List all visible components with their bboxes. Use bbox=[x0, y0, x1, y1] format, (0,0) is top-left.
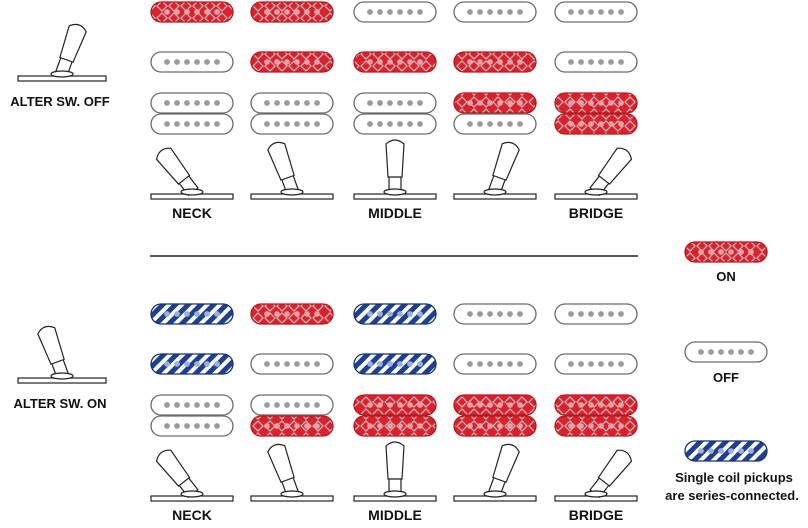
alter-on-col2-middle-pickup bbox=[251, 354, 333, 374]
alter-off-col3-bridge-coil-b bbox=[354, 114, 436, 134]
alter-on-col5-bridge-coil-a bbox=[555, 395, 637, 415]
legend-series-label-2: are series-connected. bbox=[665, 488, 799, 503]
alter-off-col1-neck-pickup bbox=[151, 2, 233, 22]
alter-off-col2-middle-pickup bbox=[251, 52, 333, 72]
alter-on-position-label: BRIDGE bbox=[568, 507, 624, 523]
alter-off-col1-bridge-coil-a bbox=[151, 93, 233, 113]
alter-on-col3-neck-pickup bbox=[354, 304, 436, 324]
alter-on-col1-neck-pickup bbox=[151, 304, 233, 324]
alter-on-col2-selector-icon bbox=[251, 442, 333, 501]
alter-off-col4-bridge-coil-b bbox=[454, 114, 536, 134]
alter-on-section bbox=[151, 304, 637, 523]
alter-off-col2-bridge-coil-b bbox=[251, 114, 333, 134]
alter-on-col5-neck-pickup bbox=[555, 304, 637, 324]
alter-off-col5-middle-pickup bbox=[555, 52, 637, 72]
alter-on-col4-bridge-coil-b bbox=[454, 416, 536, 436]
alter-on-col4-neck-pickup bbox=[454, 304, 536, 324]
alter-off-col2-selector-icon bbox=[251, 140, 333, 199]
alter-on-position-label: NECK bbox=[172, 507, 212, 523]
alter-off-section bbox=[151, 2, 637, 221]
alter-off-position-label: NECK bbox=[172, 205, 212, 221]
alter-off-position-label: MIDDLE bbox=[368, 205, 422, 221]
alter-on-label: ALTER SW. ON bbox=[13, 396, 107, 411]
alter-on-col3-middle-pickup bbox=[354, 354, 436, 374]
alter-on-col1-middle-pickup bbox=[151, 354, 233, 374]
alter-on-col5-selector-icon bbox=[555, 447, 637, 501]
legend-on-label: ON bbox=[716, 269, 736, 284]
alter-on-col4-middle-pickup bbox=[454, 354, 536, 374]
legend-series-label-1: Single coil pickups bbox=[675, 470, 793, 485]
alter-off-col3-neck-pickup bbox=[354, 2, 436, 22]
alter-on-switch-icon bbox=[18, 324, 106, 383]
alter-off-col4-bridge-coil-a bbox=[454, 93, 536, 113]
alter-off-col5-selector-icon bbox=[555, 145, 637, 199]
alter-on-col1-bridge-coil-b bbox=[151, 416, 233, 436]
alter-off-col4-neck-pickup bbox=[454, 2, 536, 22]
alter-on-col2-bridge-coil-a bbox=[251, 395, 333, 415]
alter-on-col1-bridge-coil-a bbox=[151, 395, 233, 415]
alter-off-col3-bridge-coil-a bbox=[354, 93, 436, 113]
alter-off-col5-bridge-coil-b bbox=[555, 114, 637, 134]
alter-off-position-label: BRIDGE bbox=[568, 205, 624, 221]
alter-on-position-label: MIDDLE bbox=[368, 507, 422, 523]
alter-off-col5-bridge-coil-a bbox=[555, 93, 637, 113]
alter-off-col1-bridge-coil-b bbox=[151, 114, 233, 134]
alter-on-col5-middle-pickup bbox=[555, 354, 637, 374]
alter-switch-icons bbox=[18, 22, 106, 383]
alter-off-col2-bridge-coil-a bbox=[251, 93, 333, 113]
alter-off-col1-selector-icon bbox=[151, 145, 233, 199]
alter-off-label: ALTER SW. OFF bbox=[10, 94, 110, 109]
alter-on-col4-selector-icon bbox=[454, 442, 536, 501]
alter-on-col2-bridge-coil-b bbox=[251, 416, 333, 436]
legend-series-pickup bbox=[685, 441, 767, 461]
alter-off-col3-selector-icon bbox=[354, 140, 436, 199]
alter-on-col1-selector-icon bbox=[151, 447, 233, 501]
alter-off-col4-middle-pickup bbox=[454, 52, 536, 72]
alter-on-col3-selector-icon bbox=[354, 442, 436, 501]
alter-on-col5-bridge-coil-b bbox=[555, 416, 637, 436]
alter-off-col5-neck-pickup bbox=[555, 2, 637, 22]
alter-on-col2-neck-pickup bbox=[251, 304, 333, 324]
legend-off-label: OFF bbox=[713, 370, 739, 385]
alter-on-col4-bridge-coil-a bbox=[454, 395, 536, 415]
alter-off-col2-neck-pickup bbox=[251, 2, 333, 22]
legend-on-pickup bbox=[685, 242, 767, 262]
alter-off-switch-icon bbox=[18, 22, 106, 81]
alter-off-col1-middle-pickup bbox=[151, 52, 233, 72]
alter-on-col3-bridge-coil-a bbox=[354, 395, 436, 415]
alter-off-col4-selector-icon bbox=[454, 140, 536, 199]
alter-on-col3-bridge-coil-b bbox=[354, 416, 436, 436]
legend-off-pickup bbox=[685, 342, 767, 362]
alter-off-col3-middle-pickup bbox=[354, 52, 436, 72]
